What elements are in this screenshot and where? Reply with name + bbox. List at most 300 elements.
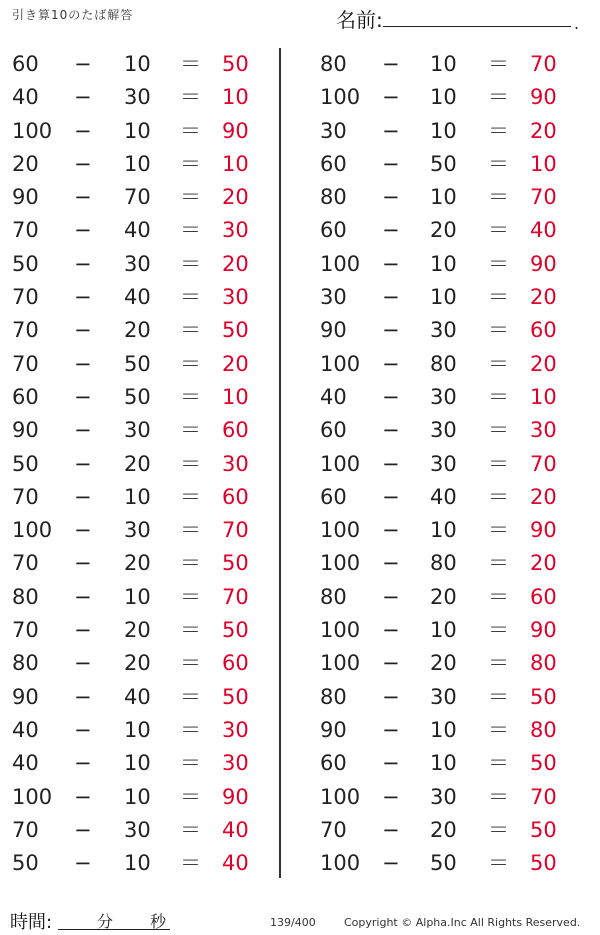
equals-sign: ＝	[488, 817, 509, 842]
minus-sign: −	[382, 418, 400, 443]
minuend: 70	[12, 285, 39, 310]
answer: 90	[530, 251, 557, 276]
subtrahend: 40	[124, 684, 151, 709]
answer: 50	[530, 684, 557, 709]
minus-sign: −	[382, 218, 400, 243]
minus-sign: −	[74, 151, 92, 176]
minuend: 100	[320, 251, 361, 276]
problem-row	[0, 547, 278, 580]
subtrahend: 30	[124, 251, 151, 276]
equals-sign: ＝	[180, 118, 201, 143]
answer: 70	[530, 451, 557, 476]
problem-row	[300, 547, 578, 580]
answer: 70	[530, 52, 557, 76]
problem-row	[300, 514, 578, 547]
answer: 50	[222, 618, 249, 643]
subtrahend: 30	[124, 85, 151, 110]
minuend: 50	[12, 451, 39, 476]
name-end-dot: .	[574, 14, 580, 33]
minuend: 60	[320, 218, 347, 243]
problem-row	[0, 614, 278, 647]
minuend: 90	[12, 418, 39, 443]
minuend: 60	[12, 384, 39, 409]
minus-sign: −	[74, 418, 92, 443]
problem-row	[300, 781, 578, 814]
problem-row	[300, 714, 578, 747]
problem-row	[0, 514, 278, 547]
minus-sign: −	[74, 52, 92, 76]
subtrahend: 10	[430, 52, 457, 76]
minus-sign: −	[382, 351, 400, 376]
subtrahend: 50	[430, 151, 457, 176]
equals-sign: ＝	[488, 717, 509, 742]
minus-sign: −	[74, 451, 92, 476]
answer: 30	[222, 451, 249, 476]
problem-row	[0, 348, 278, 381]
minuend: 70	[12, 618, 39, 643]
subtrahend: 20	[124, 318, 151, 343]
subtrahend: 30	[430, 784, 457, 809]
subtrahend: 10	[430, 285, 457, 310]
equals-sign: ＝	[180, 518, 201, 543]
subtrahend: 30	[430, 451, 457, 476]
problem-row	[0, 647, 278, 680]
minuend: 100	[320, 85, 361, 110]
answer: 20	[530, 551, 557, 576]
equals-sign: ＝	[180, 52, 201, 76]
problem-row	[0, 781, 278, 814]
subtrahend: 30	[124, 518, 151, 543]
subtrahend: 40	[124, 218, 151, 243]
subtrahend: 10	[124, 717, 151, 742]
subtrahend: 10	[430, 85, 457, 110]
equals-sign: ＝	[488, 318, 509, 343]
minus-sign: −	[74, 717, 92, 742]
problem-row	[300, 115, 578, 148]
minuend: 80	[320, 185, 347, 210]
equals-sign: ＝	[180, 151, 201, 176]
problem-row	[300, 214, 578, 247]
answer: 20	[530, 285, 557, 310]
subtrahend: 10	[430, 717, 457, 742]
answer: 30	[530, 418, 557, 443]
problem-row	[300, 48, 578, 81]
problem-row	[0, 314, 278, 347]
answer: 90	[530, 85, 557, 110]
minuend: 100	[320, 518, 361, 543]
minuend: 50	[12, 851, 39, 876]
equals-sign: ＝	[488, 351, 509, 376]
equals-sign: ＝	[180, 618, 201, 643]
equals-sign: ＝	[180, 251, 201, 276]
answer: 50	[530, 851, 557, 876]
answer: 20	[530, 118, 557, 143]
subtrahend: 70	[124, 185, 151, 210]
subtrahend: 30	[430, 318, 457, 343]
minuend: 80	[12, 651, 39, 676]
minuend: 70	[12, 318, 39, 343]
problem-row	[300, 647, 578, 680]
subtrahend: 20	[430, 817, 457, 842]
seconds-label: 秒	[150, 912, 167, 931]
answer: 20	[222, 251, 249, 276]
equals-sign: ＝	[180, 418, 201, 443]
minuend: 60	[320, 484, 347, 509]
answer: 20	[222, 351, 249, 376]
copyright-text: Copyright © Alpha.Inc All Rights Reserved.	[344, 916, 581, 929]
subtrahend: 10	[430, 618, 457, 643]
equals-sign: ＝	[180, 351, 201, 376]
subtrahend: 10	[124, 52, 151, 76]
answer: 70	[530, 185, 557, 210]
minus-sign: −	[382, 751, 400, 776]
answer: 20	[222, 185, 249, 210]
equals-sign: ＝	[180, 817, 201, 842]
problem-row	[300, 148, 578, 181]
minus-sign: −	[382, 85, 400, 110]
subtrahend: 10	[124, 151, 151, 176]
minus-sign: −	[74, 218, 92, 243]
problem-row	[0, 248, 278, 281]
equals-sign: ＝	[488, 618, 509, 643]
minuend: 40	[12, 751, 39, 776]
subtrahend: 10	[124, 484, 151, 509]
minuend: 30	[320, 285, 347, 310]
subtrahend: 20	[430, 651, 457, 676]
equals-sign: ＝	[488, 118, 509, 143]
subtrahend: 30	[124, 418, 151, 443]
minus-sign: −	[74, 751, 92, 776]
problem-row	[300, 81, 578, 114]
subtrahend: 30	[430, 684, 457, 709]
answer: 70	[530, 784, 557, 809]
minus-sign: −	[382, 584, 400, 609]
subtrahend: 30	[124, 817, 151, 842]
equals-sign: ＝	[488, 584, 509, 609]
equals-sign: ＝	[180, 851, 201, 876]
minuend: 90	[320, 717, 347, 742]
equals-sign: ＝	[488, 484, 509, 509]
minus-sign: −	[74, 484, 92, 509]
equals-sign: ＝	[180, 285, 201, 310]
equals-sign: ＝	[180, 218, 201, 243]
minuend: 70	[12, 484, 39, 509]
answer: 10	[530, 384, 557, 409]
answer: 40	[530, 218, 557, 243]
minus-sign: −	[74, 351, 92, 376]
minus-sign: −	[74, 817, 92, 842]
equals-sign: ＝	[488, 151, 509, 176]
problem-row	[0, 448, 278, 481]
problem-row	[0, 847, 278, 880]
subtrahend: 10	[430, 185, 457, 210]
problem-row	[300, 747, 578, 780]
equals-sign: ＝	[488, 85, 509, 110]
answer: 30	[222, 717, 249, 742]
equals-sign: ＝	[180, 551, 201, 576]
problem-row	[300, 348, 578, 381]
equals-sign: ＝	[488, 451, 509, 476]
minus-sign: −	[382, 651, 400, 676]
problem-row	[0, 481, 278, 514]
problem-row	[0, 115, 278, 148]
minus-sign: −	[382, 817, 400, 842]
problem-row	[300, 314, 578, 347]
minus-sign: −	[382, 151, 400, 176]
subtrahend: 40	[430, 484, 457, 509]
problem-row	[300, 581, 578, 614]
subtrahend: 20	[124, 651, 151, 676]
minus-sign: −	[74, 318, 92, 343]
minus-sign: −	[74, 251, 92, 276]
problem-row	[0, 814, 278, 847]
answer: 10	[222, 384, 249, 409]
problem-row	[0, 381, 278, 414]
subtrahend: 10	[430, 751, 457, 776]
name-label: 名前:	[336, 8, 383, 32]
subtrahend: 50	[430, 851, 457, 876]
answer: 60	[530, 318, 557, 343]
equals-sign: ＝	[180, 318, 201, 343]
equals-sign: ＝	[180, 85, 201, 110]
equals-sign: ＝	[180, 185, 201, 210]
problem-row	[0, 581, 278, 614]
minus-sign: −	[74, 285, 92, 310]
answer: 70	[222, 584, 249, 609]
minus-sign: −	[382, 285, 400, 310]
subtrahend: 10	[124, 118, 151, 143]
answer: 60	[222, 418, 249, 443]
minus-sign: −	[74, 384, 92, 409]
minus-sign: −	[74, 185, 92, 210]
minus-sign: −	[382, 551, 400, 576]
minus-sign: −	[74, 584, 92, 609]
minuend: 100	[320, 784, 361, 809]
equals-sign: ＝	[488, 851, 509, 876]
minus-sign: −	[382, 684, 400, 709]
equals-sign: ＝	[488, 751, 509, 776]
minus-sign: −	[74, 518, 92, 543]
column-divider	[279, 48, 281, 878]
equals-sign: ＝	[180, 484, 201, 509]
minuend: 70	[12, 551, 39, 576]
minuend: 70	[12, 817, 39, 842]
answer: 50	[222, 318, 249, 343]
minus-sign: −	[382, 451, 400, 476]
minuend: 100	[12, 118, 53, 143]
subtrahend: 30	[430, 418, 457, 443]
problem-row	[300, 681, 578, 714]
subtrahend: 10	[430, 518, 457, 543]
equals-sign: ＝	[488, 551, 509, 576]
answer: 20	[530, 484, 557, 509]
problem-row	[300, 814, 578, 847]
sheet-title: 引き算10のたば解答	[12, 8, 134, 22]
subtrahend: 80	[430, 551, 457, 576]
subtrahend: 10	[124, 784, 151, 809]
subtrahend: 20	[124, 451, 151, 476]
subtrahend: 10	[124, 751, 151, 776]
minuend: 20	[12, 151, 39, 176]
minuend: 60	[12, 52, 39, 76]
right-problem-column	[300, 48, 578, 880]
minuend: 90	[320, 318, 347, 343]
problem-row	[0, 81, 278, 114]
problem-row	[0, 181, 278, 214]
equals-sign: ＝	[488, 185, 509, 210]
minuend: 40	[320, 384, 347, 409]
minuend: 90	[12, 684, 39, 709]
minuend: 90	[12, 185, 39, 210]
subtrahend: 20	[430, 584, 457, 609]
minus-sign: −	[382, 518, 400, 543]
problem-row	[0, 281, 278, 314]
subtrahend: 20	[124, 551, 151, 576]
answer: 50	[222, 52, 249, 76]
name-field-line	[383, 26, 571, 27]
minus-sign: −	[382, 185, 400, 210]
problem-row	[300, 381, 578, 414]
answer: 50	[222, 684, 249, 709]
answer: 50	[530, 751, 557, 776]
equals-sign: ＝	[488, 784, 509, 809]
minus-sign: −	[74, 618, 92, 643]
equals-sign: ＝	[180, 584, 201, 609]
minuend: 40	[12, 717, 39, 742]
equals-sign: ＝	[488, 518, 509, 543]
answer: 90	[530, 618, 557, 643]
minuend: 80	[320, 52, 347, 76]
minuend: 100	[12, 784, 53, 809]
answer: 40	[222, 817, 249, 842]
minuend: 60	[320, 418, 347, 443]
subtrahend: 10	[124, 851, 151, 876]
subtrahend: 10	[430, 118, 457, 143]
problem-row	[300, 481, 578, 514]
problem-row	[0, 714, 278, 747]
left-problem-column	[0, 48, 278, 880]
minuend: 60	[320, 151, 347, 176]
problem-row	[0, 148, 278, 181]
problem-row	[0, 747, 278, 780]
minuend: 70	[12, 351, 39, 376]
equals-sign: ＝	[488, 418, 509, 443]
equals-sign: ＝	[180, 384, 201, 409]
problem-row	[300, 248, 578, 281]
minus-sign: −	[382, 118, 400, 143]
problem-row	[300, 448, 578, 481]
minus-sign: −	[382, 618, 400, 643]
minuend: 50	[12, 251, 39, 276]
equals-sign: ＝	[180, 717, 201, 742]
minuend: 100	[320, 451, 361, 476]
answer: 50	[222, 551, 249, 576]
equals-sign: ＝	[180, 751, 201, 776]
equals-sign: ＝	[180, 684, 201, 709]
answer: 30	[222, 285, 249, 310]
answer: 20	[530, 351, 557, 376]
page-number: 139/400	[270, 916, 316, 929]
minus-sign: −	[74, 118, 92, 143]
answer: 80	[530, 717, 557, 742]
answer: 90	[222, 118, 249, 143]
answer: 10	[530, 151, 557, 176]
equals-sign: ＝	[488, 651, 509, 676]
problem-row	[0, 414, 278, 447]
answer: 10	[222, 151, 249, 176]
equals-sign: ＝	[488, 384, 509, 409]
minus-sign: −	[382, 717, 400, 742]
minuend: 80	[12, 584, 39, 609]
problem-row	[300, 281, 578, 314]
answer: 40	[222, 851, 249, 876]
minus-sign: −	[382, 784, 400, 809]
equals-sign: ＝	[488, 684, 509, 709]
minuend: 80	[320, 584, 347, 609]
equals-sign: ＝	[180, 784, 201, 809]
subtrahend: 30	[430, 384, 457, 409]
subtrahend: 80	[430, 351, 457, 376]
minus-sign: −	[74, 851, 92, 876]
minus-sign: −	[74, 651, 92, 676]
answer: 10	[222, 85, 249, 110]
subtrahend: 10	[430, 251, 457, 276]
answer: 50	[530, 817, 557, 842]
problem-row	[300, 614, 578, 647]
answer: 60	[530, 584, 557, 609]
answer: 80	[530, 651, 557, 676]
problem-row	[0, 48, 278, 81]
equals-sign: ＝	[180, 651, 201, 676]
problem-row	[0, 214, 278, 247]
equals-sign: ＝	[488, 218, 509, 243]
answer: 90	[530, 518, 557, 543]
minus-sign: −	[382, 384, 400, 409]
minuend: 70	[12, 218, 39, 243]
answer: 30	[222, 751, 249, 776]
problem-row	[300, 847, 578, 880]
minuend: 100	[320, 618, 361, 643]
minuend: 70	[320, 817, 347, 842]
subtrahend: 20	[124, 618, 151, 643]
time-label: 時間:	[10, 912, 53, 933]
minuend: 30	[320, 118, 347, 143]
answer: 90	[222, 784, 249, 809]
problem-row	[300, 181, 578, 214]
equals-sign: ＝	[488, 52, 509, 76]
minuend: 100	[320, 551, 361, 576]
minuend: 80	[320, 684, 347, 709]
subtrahend: 40	[124, 285, 151, 310]
problem-row	[300, 414, 578, 447]
problem-row	[0, 681, 278, 714]
equals-sign: ＝	[488, 285, 509, 310]
subtrahend: 50	[124, 384, 151, 409]
minuend: 100	[320, 351, 361, 376]
equals-sign: ＝	[180, 451, 201, 476]
subtrahend: 20	[430, 218, 457, 243]
minuend: 100	[12, 518, 53, 543]
minuend: 40	[12, 85, 39, 110]
minus-sign: −	[74, 684, 92, 709]
answer: 60	[222, 484, 249, 509]
minuend: 100	[320, 651, 361, 676]
minus-sign: −	[74, 784, 92, 809]
minus-sign: −	[74, 85, 92, 110]
answer: 30	[222, 218, 249, 243]
minus-sign: −	[382, 484, 400, 509]
minus-sign: −	[382, 318, 400, 343]
